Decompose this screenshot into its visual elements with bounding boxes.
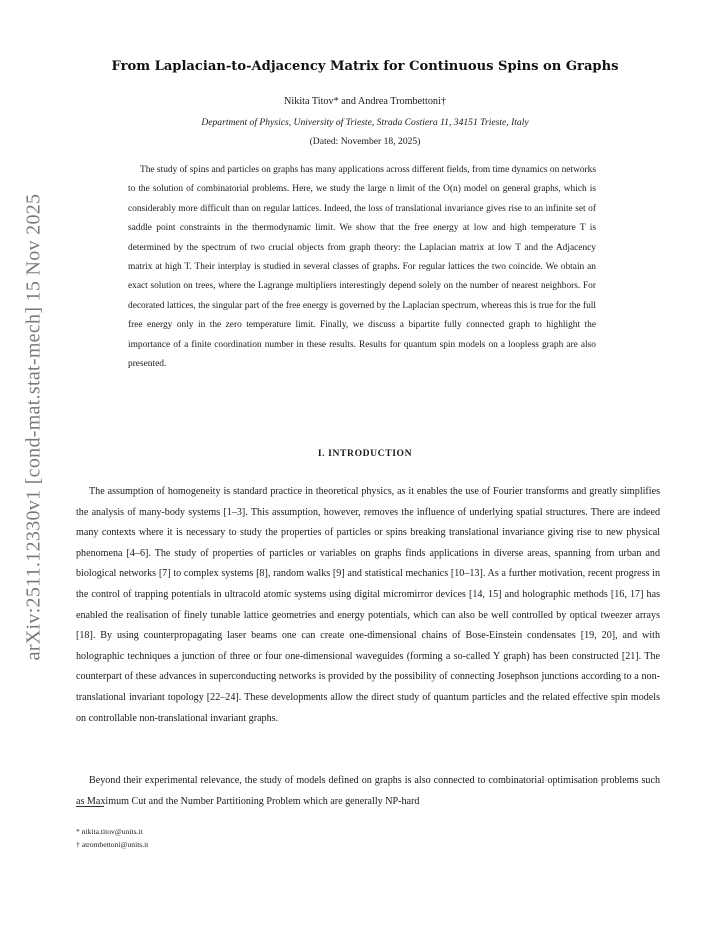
arxiv-identifier: arXiv:2511.12330v1 [cond-mat.stat-mech] 15 Nov 2025 [22,193,45,661]
arxiv-side-stamp [20,192,48,662]
affiliation: Department of Physics, University of Trieste, Strada Costiera 11, 34151 Trieste, Italy [201,117,529,128]
body-paragraph: Beyond their experimental relevance, the study of models defined on graphs is also connected to combinatorial optimisation problems such as Maximum Cut and the Number Partitioning Problem which are generally NP-hard [76,775,660,807]
footnote-email[interactable]: * nikita.titov@units.it [76,827,143,836]
author-list: Nikita Titov* and Andrea Trombettoni† [284,96,446,107]
footnote-rule [76,806,104,807]
section-heading-introduction: I. INTRODUCTION [317,448,413,459]
abstract: The study of spins and particles on graphs has many applications across different fields, from time dynamics on networks to the solution of combinatorial problems. Here, we study the large n limit of the O(n) model on general graphs, which is considerably more difficult than on regular lattices. Indeed, the loss of translational invariance gives rise to an infinite set of saddle point constraints in the thermodynamic limit. We show that the free energy at low and high temperature T is determined by the spectrum of two crucial objects from graph theory: the Laplacian matrix at low T and the Adjacency matrix at high T. Their interplay is studied in several classes of graphs. For regular lattices the two coincide. We obtain an exact solution on trees, where the Lagrange multipliers interestingly depend solely on the number of nearest neighbors. For decorated lattices, the singular part of the free energy is governed by the Laplacian spectrum, whereas this is true for the full free energy only in the zero temperature limit. Finally, we discuss a bipartite fully connected graph to highlight the importance of a finite coordination number in these results. Results for quantum spin models on a loopless graph are also presented. [128,165,596,370]
date-line: (Dated: November 18, 2025) [309,136,421,147]
body-paragraph: The assumption of homogeneity is standard practice in theoretical physics, as it enables the use of Fourier transforms and greatly simplifies the analysis of many-body systems [1–3]. This assumption, however, removes the influence of underlying spatial structures. There are indeed many contexts where it is necessary to study the properties of particles or spins breaking translational invariance giving rise to new physical phenomena [4–6]. The study of properties of particles or variables on graphs finds applications in diverse areas, spanning from urban and biological networks [7] to complex systems [8], random walks [9] and statistical mechanics [10–13]. As a further motivation, recent progress in the control of trapping potentials in ultracold atomic systems using digital micromirror devices [14, 15] and holographic methods [16, 17] has enabled the realisation of finely tunable lattice geometries and energy potentials, which can also be well controlled by optical tweezer arrays [18]. By using counterpropagating laser beams one can create one-dimensional chains of Bose-Einstein condensates [19, 20], and with holographic techniques a junction of three or four one-dimensional waveguides (forming a so-called Y graph) has been constructed [21]. The counterpart of these advances in superconducting networks is provided by the possibility of connecting Josephson junctions according to a non-translational invariant topology [22–24]. These developments allow the direct study of quantum particles and the related effective spin models on controllable non-translational invariant graphs. [76,486,660,724]
footnotes [76,825,148,851]
footnote-email[interactable]: † atrombettoni@units.it [76,840,149,849]
paper-title: From Laplacian-to-Adjacency Matrix for Continuous Spins on Graphs [111,59,619,74]
